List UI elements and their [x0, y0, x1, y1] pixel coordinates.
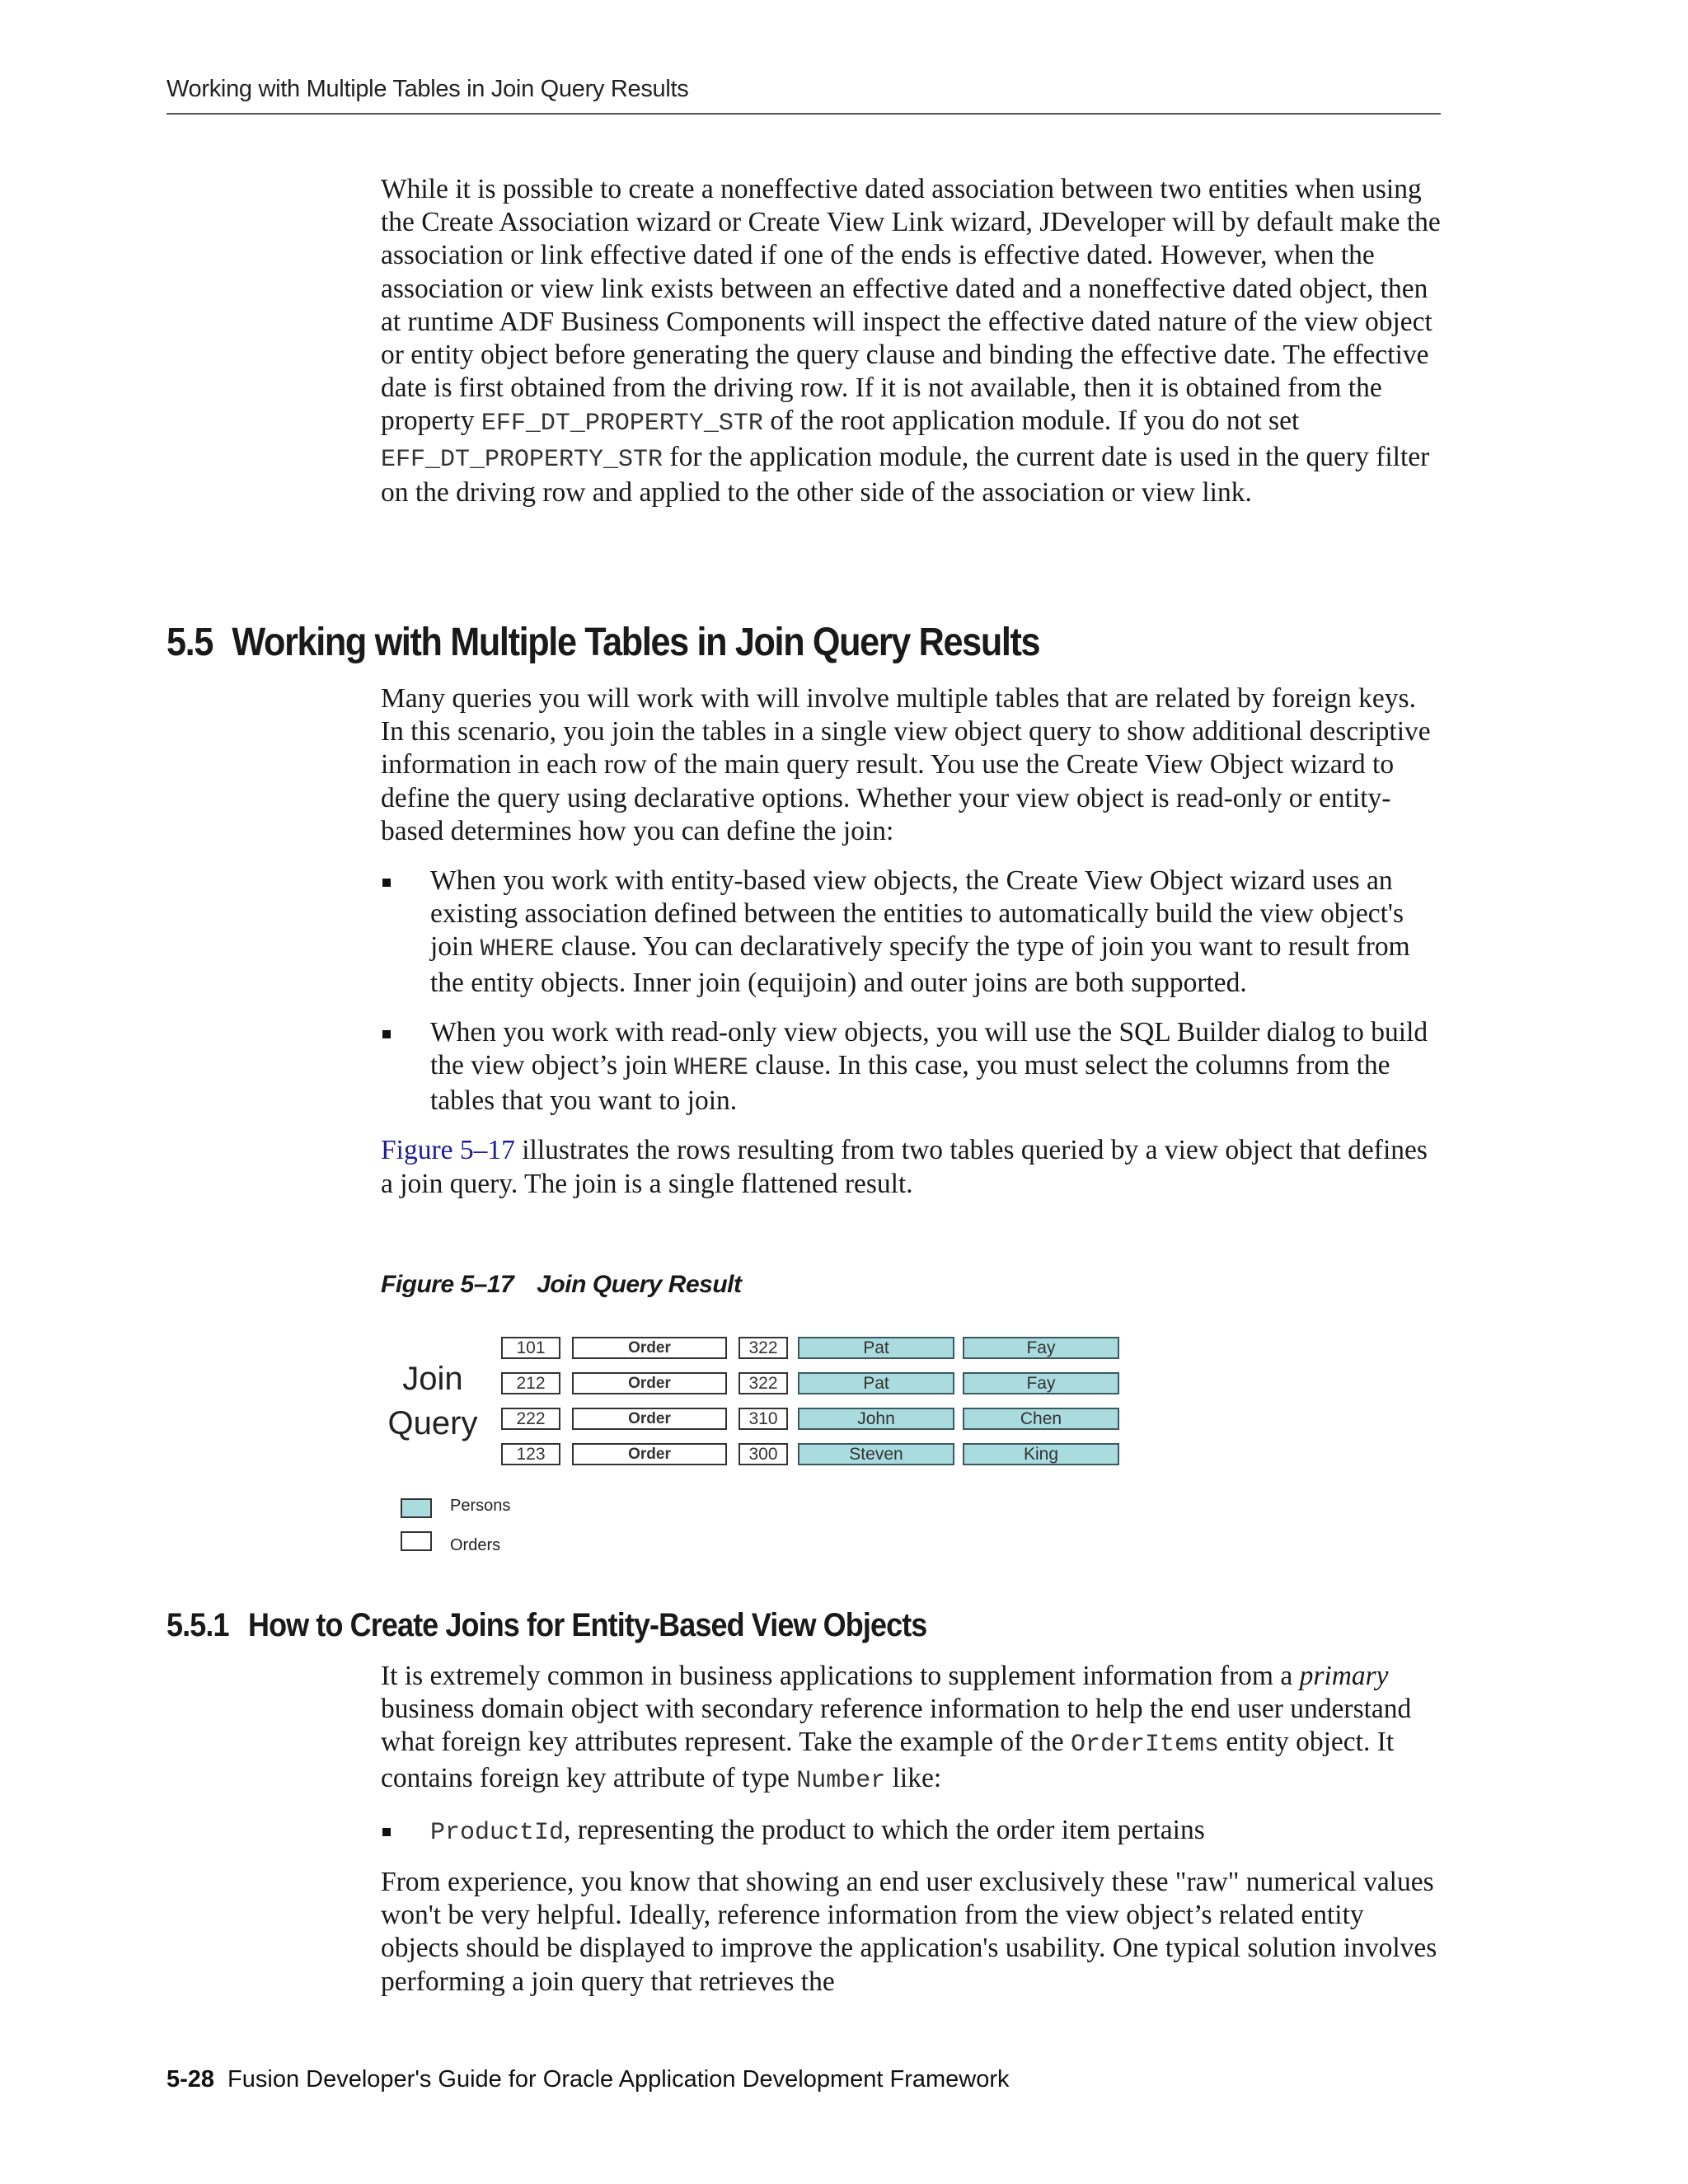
sub-p1-text-3: entity object. It contains foreign key attribute of type [381, 1727, 1395, 1793]
subsection-number: 5.5.1 [166, 1607, 229, 1643]
order-cell: Order [572, 1408, 727, 1430]
list-item [381, 865, 1444, 1000]
section-heading [166, 620, 1039, 665]
attribute-code: ProductId [430, 1818, 565, 1847]
page-footer [166, 2066, 1010, 2093]
section-intro-paragraph: Many queries you will work with will involve multiple tables that are related by foreign keys. In this scenario, you join the tables in a single view object query to show additional descriptive information in each row of the main query result. You use the Create View Object wizard to define the query using declarative options. Whether your view object is read-only or entity-based determines how you can define the join: [381, 683, 1431, 846]
sub-p1-text-1: It is extremely common in business applications to supplement information from a [381, 1661, 1300, 1691]
first-name-cell: Steven [798, 1443, 954, 1465]
join-label-line-2: Query [387, 1405, 478, 1441]
running-header: Working with Multiple Tables in Join Query Results [166, 76, 1441, 115]
figure-link[interactable]: Figure 5–17 [381, 1135, 515, 1166]
sub-p1-emphasis: primary [1299, 1661, 1389, 1691]
orders-legend-swatch [401, 1531, 432, 1551]
bullet1-code: WHERE [480, 935, 555, 964]
section-body [381, 682, 1444, 1201]
figure-caption [381, 1271, 741, 1299]
subsection-heading [166, 1607, 926, 1644]
person-id-cell: 300 [738, 1443, 788, 1465]
order-cell: Order [572, 1372, 727, 1394]
attribute-list [381, 1814, 1444, 1849]
intro-paragraph [381, 173, 1444, 509]
first-name-cell: Pat [798, 1337, 954, 1359]
order-cell: Order [572, 1337, 727, 1359]
order-id-cell: 222 [501, 1408, 560, 1430]
bullet2-code: WHERE [673, 1054, 748, 1083]
attribute-text: , representing the product to which the order item pertains [564, 1814, 1205, 1845]
intro-text-1: While it is possible to create a noneffective dated association between two entities when using the Create Association wizard or Create View Link wizard, JDeveloper will by default make the association or link effective dated if one of the ends is effective dated. However, when the association or view link exists between an effective dated and a noneffective dated object, then at runtime ADF Business Components will inspect the effective dated nature of the view object or entity object before generating the query clause and binding the effective date. The effective date is first obtained from the driving row. If it is not available, then it is obtained from the property [381, 174, 1441, 437]
bullet1-text-2: clause. You can declaratively specify the type of join you want to result from the entity objects. Inner join (equijoin) and outer joins are both supported. [430, 931, 1410, 998]
book-title: Fusion Developer's Guide for Oracle Application Development Framework [227, 2066, 1010, 2093]
figure-reference-text: illustrates the rows resulting from two tables queried by a view object that defines a join query. The join is a single flattened result. [381, 1135, 1428, 1199]
join-type-list [381, 865, 1444, 1118]
subsection-paragraph-1 [381, 1660, 1444, 1797]
order-cell: Order [572, 1443, 727, 1465]
order-id-cell: 212 [501, 1372, 560, 1394]
sub-p1-text-4: like: [885, 1762, 942, 1793]
page-number: 5-28 [166, 2066, 215, 2093]
section-title: Working with Multiple Tables in Join Query Results [232, 621, 1040, 664]
bullet-icon [382, 879, 391, 887]
last-name-cell: Fay [963, 1337, 1119, 1359]
join-query-label [381, 1357, 485, 1446]
bullet2-text-1: When you work with read-only view objects, you will use the SQL Builder dialog to build the view object’s join [430, 1016, 1428, 1081]
intro-text-2: of the root application module. If you do not set [762, 405, 1300, 437]
bullet1-text-1: When you work with entity-based view objects, the Create View Object wizard uses an existing association defined between the entities to automatically build the view object's join [430, 865, 1404, 963]
person-id-cell: 322 [738, 1337, 788, 1359]
order-id-cell: 101 [501, 1337, 560, 1359]
sub-p1-text-2: business domain object with secondary reference information to help the end user understand what foreign key attributes represent. Take the example of the [381, 1694, 1412, 1758]
subsection-paragraph-2: From experience, you know that showing an end user exclusively these "raw" numerical values won't be very helpful. Ideally, reference information from the view object’s related entity objects should be displayed to improve the application's usability. One typical solution involves performing a join query that retrieves the [381, 1867, 1437, 1997]
first-name-cell: Pat [798, 1372, 954, 1394]
person-id-cell: 322 [738, 1372, 788, 1394]
figure-reference-paragraph [381, 1134, 1444, 1200]
intro-text-3: for the application module, the current date is used in the query filter on the driving row and applied to the other side of the association or view link. [381, 441, 1430, 508]
join-query-figure [381, 1319, 1139, 1566]
bullet-icon [382, 1828, 391, 1836]
sub-p1-code-1: OrderItems [1071, 1731, 1220, 1760]
intro-code-1: EFF_DT_PROPERTY_STR [481, 410, 763, 438]
persons-legend-swatch [401, 1498, 432, 1518]
figure-number: Figure 5–17 [381, 1271, 514, 1298]
list-item [381, 1814, 1444, 1849]
order-id-cell: 123 [501, 1443, 560, 1465]
subsection-body [381, 1660, 1444, 1999]
person-id-cell: 310 [738, 1408, 788, 1430]
bullet2-text-2: clause. In this case, you must select the columns from the tables that you want to join. [430, 1050, 1390, 1117]
orders-legend-label: Orders [450, 1536, 501, 1554]
join-label-line-1: Join [402, 1361, 463, 1397]
section-number: 5.5 [166, 621, 213, 664]
subsection-title: How to Create Joins for Entity-Based View Objects [247, 1607, 927, 1643]
last-name-cell: Fay [963, 1372, 1119, 1394]
last-name-cell: Chen [963, 1408, 1119, 1430]
intro-paragraph-block [381, 173, 1444, 509]
figure-title: Join Query Result [537, 1271, 742, 1298]
sub-p1-code-2: Number [796, 1766, 886, 1795]
intro-code-2: EFF_DT_PROPERTY_STR [381, 445, 663, 474]
bullet-icon [382, 1030, 391, 1038]
list-item [381, 1016, 1444, 1118]
last-name-cell: King [963, 1443, 1119, 1465]
first-name-cell: John [798, 1408, 954, 1430]
persons-legend-label: Persons [450, 1497, 511, 1515]
